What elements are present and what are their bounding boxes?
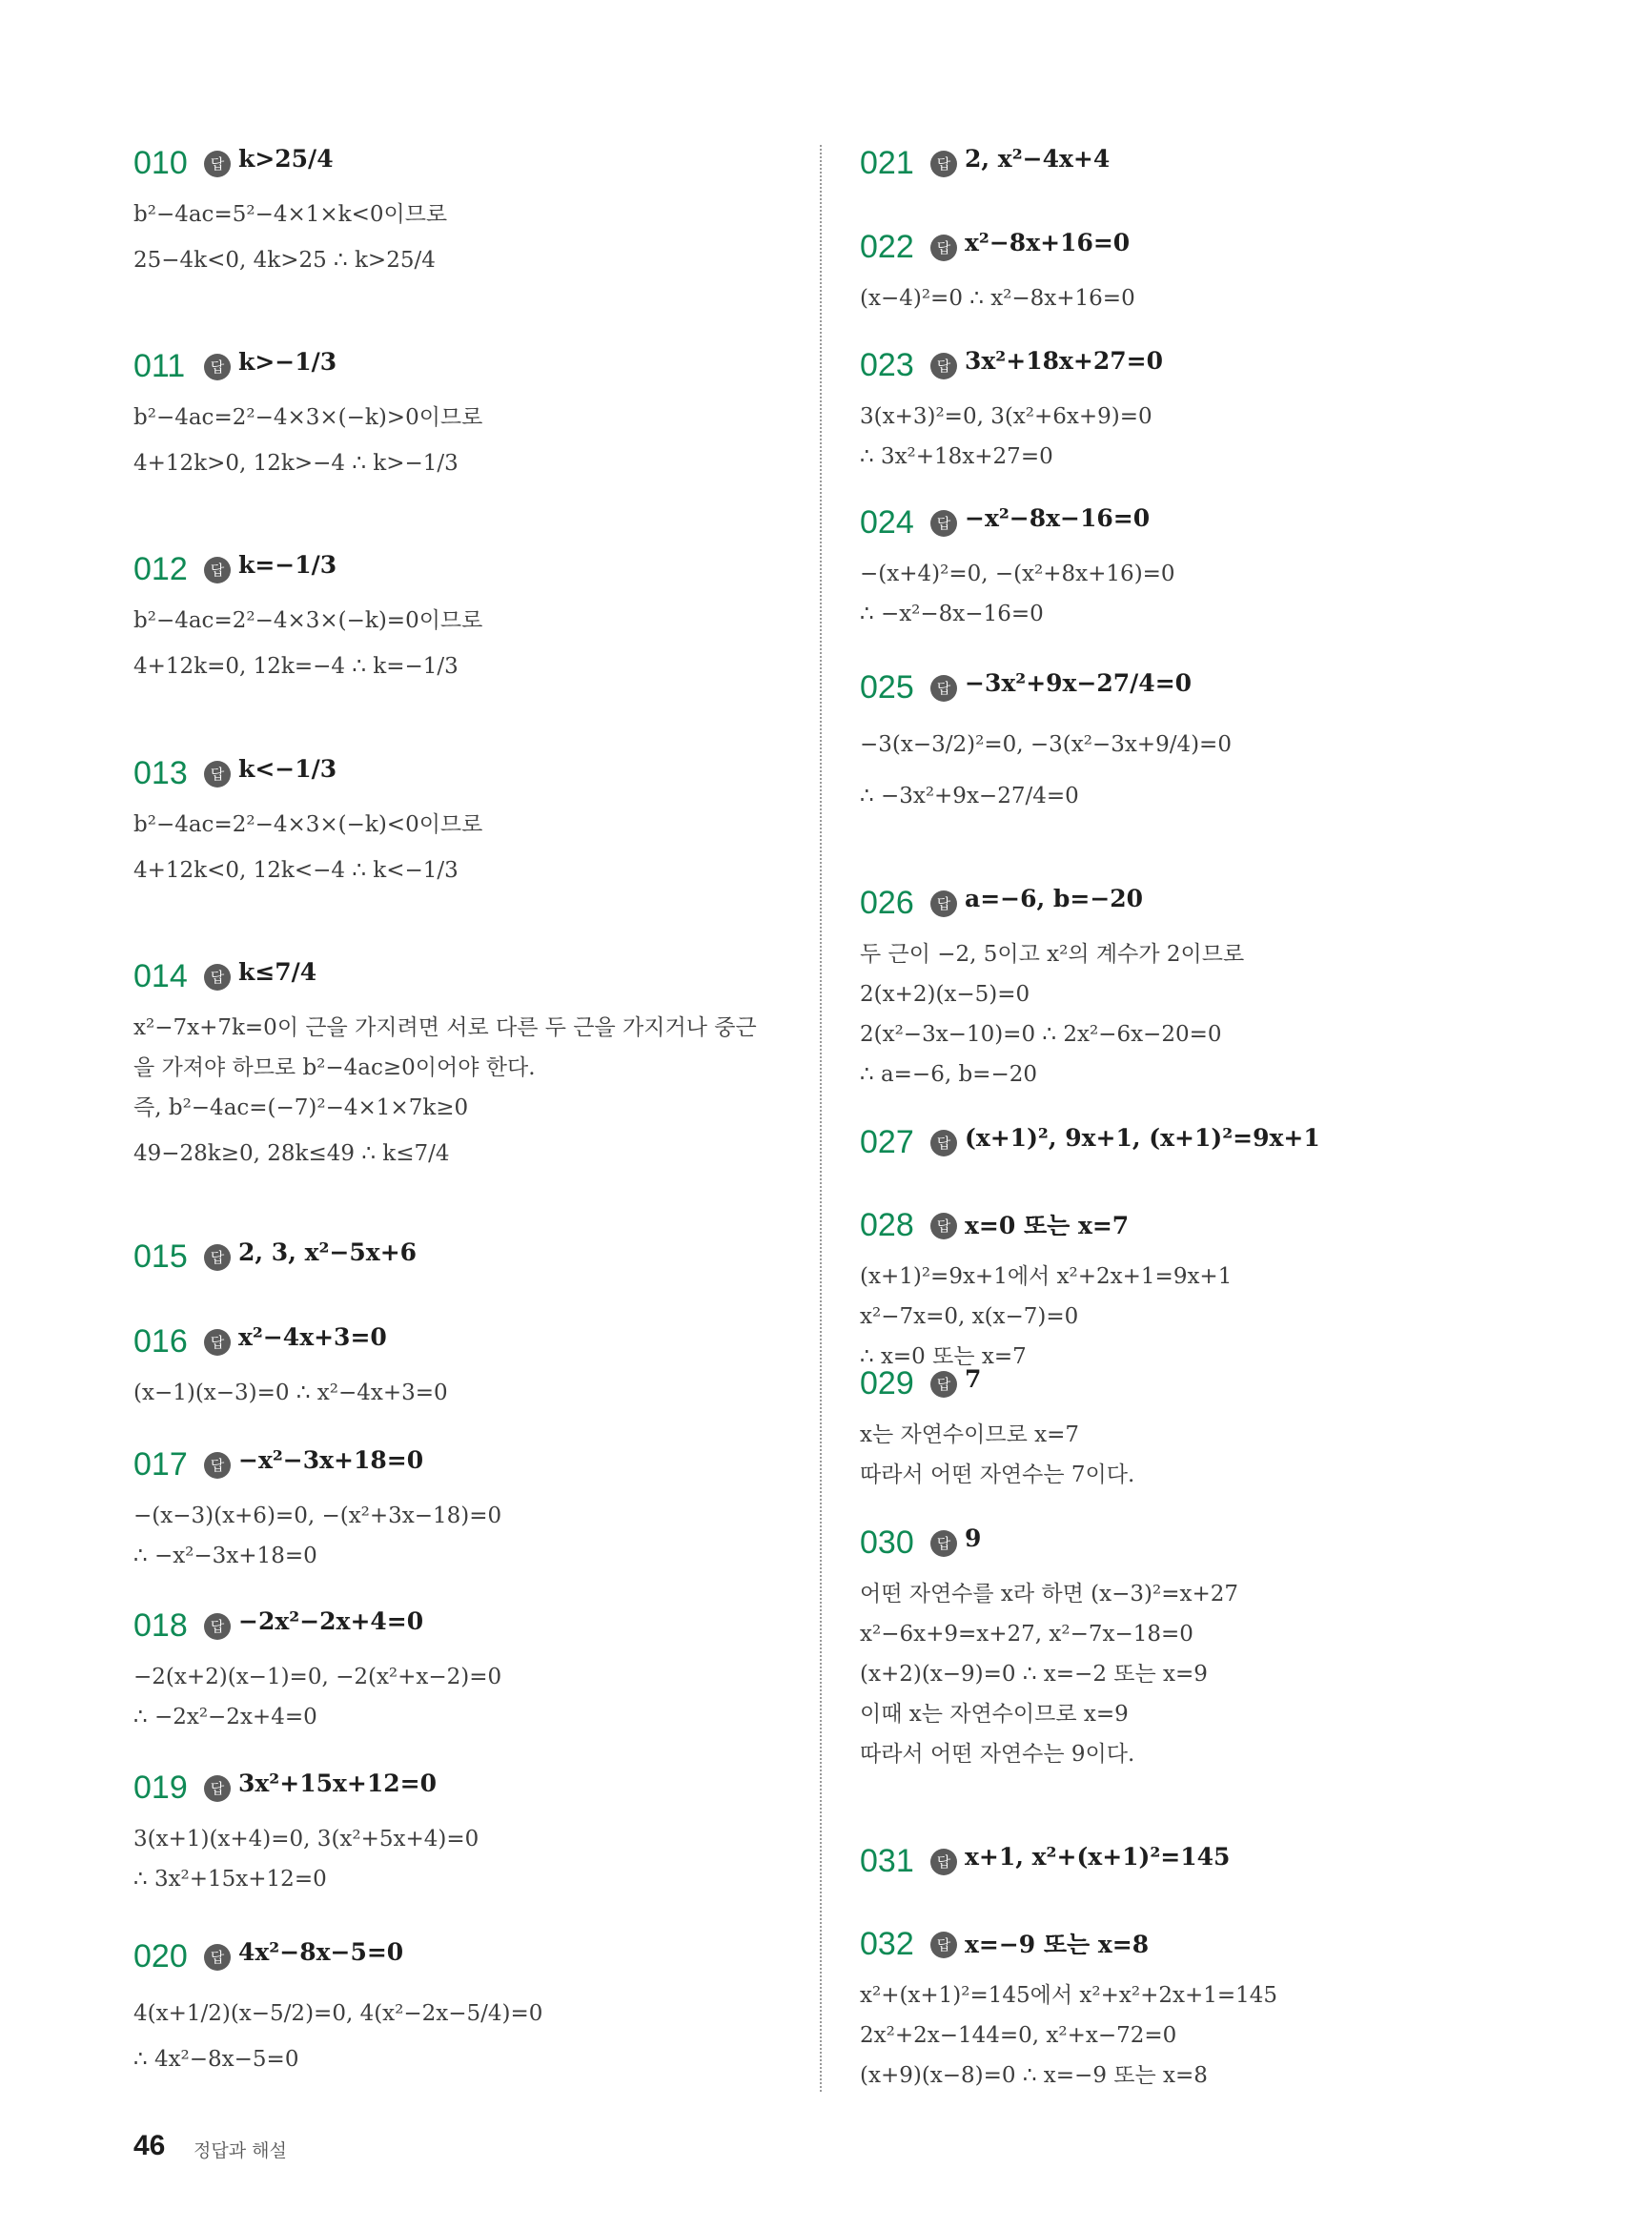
- answer-text: x=−9 또는 x=8: [965, 1931, 1150, 1958]
- solution-line: ∴ −x²−8x−16=0: [860, 602, 1044, 626]
- problem-number: 020: [133, 1938, 188, 1974]
- solution-line: (x+2)(x−9)=0 ∴ x=−2 또는 x=9: [860, 1662, 1208, 1687]
- problem-012: [133, 547, 801, 692]
- solution-line: ∴ −2x²−2x+4=0: [133, 1705, 317, 1729]
- answer-text: x²−4x+3=0: [238, 1323, 387, 1351]
- problem-013: [133, 751, 801, 896]
- problem-028: [860, 1203, 1527, 1377]
- solution-line: b²−4ac=2²−4×3×(−k)<0이므로: [133, 812, 483, 837]
- solution-line: (x−4)²=0 ∴ x²−8x+16=0: [860, 286, 1135, 311]
- problem-header: [133, 1766, 801, 1819]
- problem-number: 021: [860, 145, 914, 181]
- problem-number: 027: [860, 1124, 914, 1160]
- problem-header: [860, 1922, 1527, 1975]
- answer-badge-icon: 답: [204, 151, 231, 177]
- solution-line: 4(x+1/2)(x−5/2)=0, 4(x²−2x−5/4)=0: [133, 2001, 543, 2026]
- answer-badge-icon: 답: [930, 675, 957, 702]
- solution-line: 두 근이 −2, 5이고 x²의 계수가 2이므로: [860, 942, 1245, 967]
- problem-number: 031: [860, 1843, 914, 1879]
- answer-badge-icon: 답: [204, 1452, 231, 1479]
- answer-badge-icon: 답: [930, 890, 957, 917]
- answer-text: a=−6, b=−20: [965, 885, 1144, 912]
- problem-header: [860, 343, 1527, 397]
- solution-line: b²−4ac=2²−4×3×(−k)=0이므로: [133, 608, 483, 633]
- page-number: 46: [133, 2130, 166, 2161]
- answer-badge-icon: 답: [204, 1775, 231, 1802]
- solution-line: 25−4k<0, 4k>25 ∴ k>25/4: [133, 248, 436, 273]
- answer-badge-icon: 답: [930, 1530, 957, 1557]
- answer-badge-icon: 답: [930, 1371, 957, 1398]
- section-label: 정답과 해설: [194, 2140, 287, 2161]
- solution-line: x²−6x+9=x+27, x²−7x−18=0: [860, 1622, 1193, 1647]
- problem-header: [133, 1604, 801, 1657]
- solution-line: 어떤 자연수를 x라 하면 (x−3)²=x+27: [860, 1582, 1239, 1606]
- problem-031: [860, 1839, 1527, 1892]
- answer-badge-icon: 답: [204, 964, 231, 991]
- problem-014: [133, 954, 801, 1179]
- answer-text: 3x²+15x+12=0: [238, 1770, 437, 1797]
- problem-header: [133, 344, 801, 398]
- solution-line: ∴ a=−6, b=−20: [860, 1062, 1037, 1087]
- problem-number: 025: [860, 669, 914, 706]
- problem-030: [860, 1521, 1527, 1774]
- problem-header: [133, 751, 801, 805]
- problem-027: [860, 1120, 1527, 1174]
- problem-number: 017: [133, 1446, 188, 1483]
- problem-header: [133, 1934, 801, 1988]
- answer-text: 4x²−8x−5=0: [238, 1938, 404, 1966]
- solution-line: 따라서 어떤 자연수는 7이다.: [860, 1463, 1135, 1487]
- solution-line: 즉, b²−4ac=(−7)²−4×1×7k≥0: [133, 1095, 469, 1120]
- solution-line: 49−28k≥0, 28k≤49 ∴ k≤7/4: [133, 1141, 450, 1166]
- solution-line: 따라서 어떤 자연수는 9이다.: [860, 1742, 1135, 1767]
- problem-number: 016: [133, 1323, 188, 1360]
- solution-line: ∴ −3x²+9x−27/4=0: [860, 784, 1079, 808]
- problem-number: 032: [860, 1926, 914, 1962]
- problem-header: [860, 881, 1527, 934]
- answer-text: (x+1)², 9x+1, (x+1)²=9x+1: [965, 1124, 1320, 1152]
- solution-line: x²+(x+1)²=145에서 x²+x²+2x+1=145: [860, 1983, 1278, 2008]
- problem-header: [133, 547, 801, 601]
- problem-number: 026: [860, 885, 914, 921]
- problem-header: [860, 665, 1527, 719]
- answer-text: k≤7/4: [238, 958, 317, 986]
- answer-text: 7: [965, 1365, 982, 1393]
- answer-text: x=0 또는 x=7: [965, 1212, 1130, 1239]
- answer-text: −x²−8x−16=0: [965, 504, 1151, 532]
- answer-badge-icon: 답: [930, 1932, 957, 1958]
- problem-header: [860, 1361, 1527, 1415]
- problem-016: [133, 1320, 801, 1413]
- problem-011: [133, 344, 801, 489]
- answer-badge-icon: 답: [930, 235, 957, 261]
- answer-text: k=−1/3: [238, 551, 337, 579]
- problem-header: [860, 1839, 1527, 1892]
- problem-019: [133, 1766, 801, 1899]
- solution-line: −(x−3)(x+6)=0, −(x²+3x−18)=0: [133, 1504, 502, 1528]
- solution-line: ∴ 3x²+15x+12=0: [133, 1867, 327, 1892]
- answer-text: k>25/4: [238, 145, 334, 173]
- problem-number: 018: [133, 1607, 188, 1644]
- problem-017: [133, 1442, 801, 1576]
- solution-line: 2(x²−3x−10)=0 ∴ 2x²−6x−20=0: [860, 1022, 1222, 1047]
- problem-header: [860, 141, 1527, 194]
- answer-badge-icon: 답: [204, 1613, 231, 1640]
- problem-number: 015: [133, 1238, 188, 1275]
- problem-032: [860, 1922, 1527, 2096]
- solution-line: −2(x+2)(x−1)=0, −2(x²+x−2)=0: [133, 1665, 502, 1689]
- problem-header: [860, 1120, 1527, 1174]
- problem-header: [133, 1442, 801, 1496]
- problem-029: [860, 1361, 1527, 1495]
- problem-number: 028: [860, 1207, 914, 1243]
- solution-line: ∴ −x²−3x+18=0: [133, 1544, 317, 1568]
- solution-line: 2x²+2x−144=0, x²+x−72=0: [860, 2023, 1177, 2048]
- problem-018: [133, 1604, 801, 1737]
- answer-badge-icon: 답: [930, 510, 957, 537]
- problem-header: [133, 954, 801, 1008]
- answer-text: −3x²+9x−27/4=0: [965, 669, 1193, 697]
- problem-number: 019: [133, 1770, 188, 1806]
- problem-number: 022: [860, 229, 914, 265]
- answer-text: x²−8x+16=0: [965, 229, 1131, 256]
- problem-number: 029: [860, 1365, 914, 1401]
- problem-021: [860, 141, 1527, 194]
- answer-text: −2x²−2x+4=0: [238, 1607, 424, 1635]
- problem-022: [860, 225, 1527, 318]
- problem-026: [860, 881, 1527, 1095]
- problem-015: [133, 1235, 801, 1288]
- solution-line: x는 자연수이므로 x=7: [860, 1422, 1079, 1447]
- solution-line: 3(x+1)(x+4)=0, 3(x²+5x+4)=0: [133, 1827, 479, 1852]
- answer-text: 9: [965, 1524, 982, 1552]
- answer-badge-icon: 답: [204, 1944, 231, 1971]
- problem-025: [860, 665, 1527, 822]
- solution-line: ∴ 4x²−8x−5=0: [133, 2047, 299, 2072]
- answer-badge-icon: 답: [930, 353, 957, 379]
- solution-line: (x−1)(x−3)=0 ∴ x²−4x+3=0: [133, 1381, 448, 1405]
- problem-010: [133, 141, 801, 286]
- problem-header: [860, 501, 1527, 554]
- solution-line: −3(x−3/2)²=0, −3(x²−3x+9/4)=0: [860, 732, 1232, 757]
- problem-number: 024: [860, 504, 914, 541]
- solution-line: b²−4ac=2²−4×3×(−k)>0이므로: [133, 405, 483, 430]
- solution-line: (x+1)²=9x+1에서 x²+2x+1=9x+1: [860, 1264, 1233, 1289]
- answer-text: k>−1/3: [238, 348, 337, 376]
- answer-text: 2, x²−4x+4: [965, 145, 1111, 173]
- answer-badge-icon: 답: [204, 1329, 231, 1356]
- answer-text: x+1, x²+(x+1)²=145: [965, 1843, 1231, 1871]
- answer-badge-icon: 답: [204, 761, 231, 788]
- problem-header: [860, 1203, 1527, 1257]
- problem-024: [860, 501, 1527, 634]
- solution-line: 4+12k<0, 12k<−4 ∴ k<−1/3: [133, 858, 459, 883]
- problem-number: 023: [860, 347, 914, 383]
- problem-number: 014: [133, 958, 188, 994]
- solution-line: x²−7x+7k=0이 근을 가지려면 서로 다른 두 근을 가지거나 중근: [133, 1015, 757, 1040]
- solution-line: −(x+4)²=0, −(x²+8x+16)=0: [860, 562, 1175, 586]
- problem-header: [860, 225, 1527, 278]
- answer-text: 2, 3, x²−5x+6: [238, 1238, 418, 1266]
- answer-badge-icon: 답: [930, 1213, 957, 1239]
- column-divider: [820, 145, 822, 2092]
- problem-header: [860, 1521, 1527, 1574]
- solution-line: (x+9)(x−8)=0 ∴ x=−9 또는 x=8: [860, 2063, 1208, 2088]
- problem-header: [133, 141, 801, 194]
- solution-line: 이때 x는 자연수이므로 x=9: [860, 1702, 1129, 1727]
- solution-line: x²−7x=0, x(x−7)=0: [860, 1304, 1079, 1329]
- problem-number: 011: [133, 348, 186, 384]
- solution-line: ∴ x=0 또는 x=7: [860, 1344, 1027, 1369]
- solution-line: 3(x+3)²=0, 3(x²+6x+9)=0: [860, 404, 1152, 429]
- answer-badge-icon: 답: [204, 1244, 231, 1271]
- solution-line: 2(x+2)(x−5)=0: [860, 982, 1030, 1007]
- problem-header: [133, 1235, 801, 1288]
- problem-023: [860, 343, 1527, 477]
- solution-line: 4+12k>0, 12k>−4 ∴ k>−1/3: [133, 451, 459, 476]
- answer-text: −x²−3x+18=0: [238, 1446, 424, 1474]
- answer-badge-icon: 답: [930, 1849, 957, 1875]
- problem-header: [133, 1320, 801, 1373]
- problem-number: 030: [860, 1524, 914, 1561]
- answer-badge-icon: 답: [204, 557, 231, 583]
- answer-badge-icon: 답: [930, 1130, 957, 1156]
- solution-line: ∴ 3x²+18x+27=0: [860, 444, 1053, 469]
- answer-badge-icon: 답: [204, 354, 231, 380]
- answer-text: 3x²+18x+27=0: [965, 347, 1163, 375]
- problem-020: [133, 1934, 801, 2079]
- solution-line: 을 가져야 하므로 b²−4ac≥0이어야 한다.: [133, 1055, 536, 1080]
- solution-line: b²−4ac=5²−4×1×k<0이므로: [133, 202, 448, 227]
- solution-line: 4+12k=0, 12k=−4 ∴ k=−1/3: [133, 654, 459, 679]
- problem-number: 010: [133, 145, 188, 181]
- problem-number: 012: [133, 551, 188, 587]
- answer-text: k<−1/3: [238, 755, 337, 783]
- answer-badge-icon: 답: [930, 151, 957, 177]
- problem-number: 013: [133, 755, 188, 791]
